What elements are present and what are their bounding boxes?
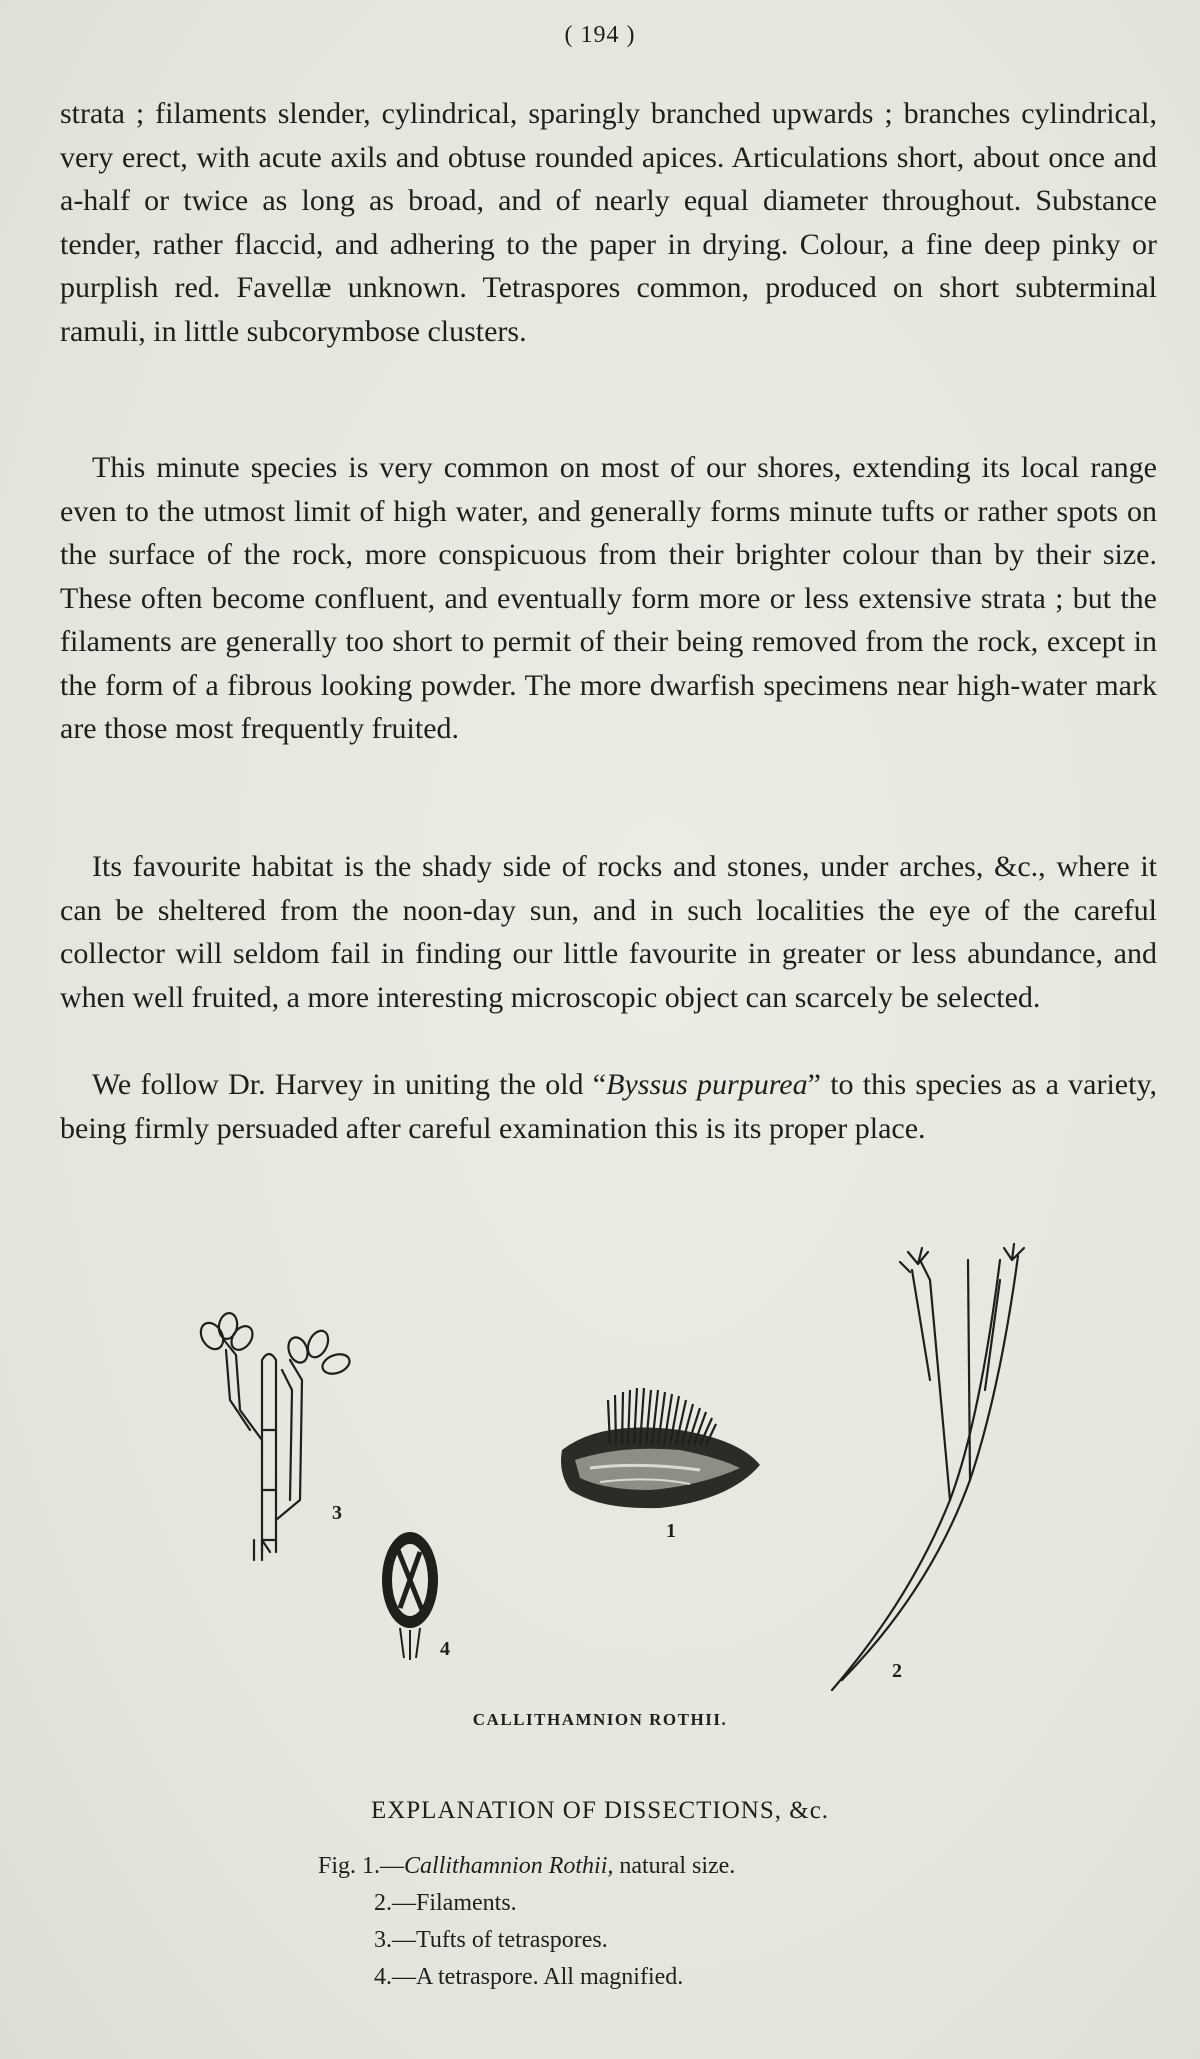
variety-note-after: ” to this species as a variety, being firmly persuaded after careful examination this is its proper place. [60,1068,1158,1145]
explanation-list [318,1848,735,1996]
fig-1-prefix: Fig. 1.— [318,1853,405,1879]
illustration-drawing [0,1240,1200,1720]
paragraph-distribution [60,446,1157,751]
paragraph-variety-note [60,1063,1157,1150]
fig-1-tuft-on-rock [561,1388,760,1508]
paragraph-description [60,92,1157,353]
fig-2-filaments [832,1244,1024,1690]
byssus-purpurea-name: Byssus purpurea [606,1068,808,1101]
fig-4-tetraspore [382,1532,438,1660]
fig-1-suffix: natural size. [613,1853,736,1879]
explanation-heading: EXPLANATION OF DISSECTIONS, &c. [370,1797,830,1824]
explanation-item-fig-4: 4.—A tetraspore. All magnified. [374,1964,684,1990]
fig-4-number: 4 [440,1638,450,1660]
paragraph-text [60,1063,1157,1150]
paragraph-text: strata ; filaments slender, cylindrical, sparingly branched upwards ; branches cylindrical, very erect, with acute axils and obtuse rounded apices. Articulations short, about once and a-half or twice as long as broad, and of nearly equal diameter throughout. Substance tender, rather flaccid, and adhering to the paper in drying. Colour, a fine deep pinky or purplish red. Favellæ unknown. Tetraspores common, produced on short subterminal ramuli, in little subcorymbose clusters. [60,97,1157,348]
paragraph-text: This minute species is very common on most of our shores, extending its local range even to the utmost limit of high water, and generally forms minute tufts or rather spots on the surface of the rock, more conspicuous from their brighter colour than by their size. These often become confluent, and eventually form more or less extensive strata ; but the filaments are generally too short to permit of their being removed from the rock, except in the form of a fibrous looking powder. The more dwarfish specimens near high-water mark are those most frequently fruited. [60,451,1157,745]
explanation-item-fig-1 [318,1848,735,1885]
variety-note-before: We follow Dr. Harvey in uniting the old “ [92,1068,607,1101]
fig-3-number: 3 [332,1502,342,1524]
explanation-item-fig-3: 3.—Tufts of tetraspores. [374,1927,608,1953]
figure-caption: CALLITHAMNION ROTHII. [472,1710,728,1729]
paragraph-habitat [60,845,1157,1019]
fig-3-tetraspore-tufts [196,1312,352,1560]
page-number: ( 194 ) [564,22,636,48]
paragraph-text: Its favourite habitat is the shady side of rocks and stones, under arches, &c., where it can be sheltered from the noon-day sun, and in such localities the eye of the careful collector will seldom fail in finding our little favourite in greater or less abundance, and when well fruited, a more interesting microscopic object can scarcely be selected. [60,850,1157,1014]
fig-1-species-name: Callithamnion Rothii, [404,1853,614,1879]
fig-1-number: 1 [666,1520,676,1542]
fig-2-number: 2 [892,1660,902,1682]
botanical-illustration [0,1240,1200,1720]
explanation-item-fig-2: 2.—Filaments. [374,1890,517,1916]
